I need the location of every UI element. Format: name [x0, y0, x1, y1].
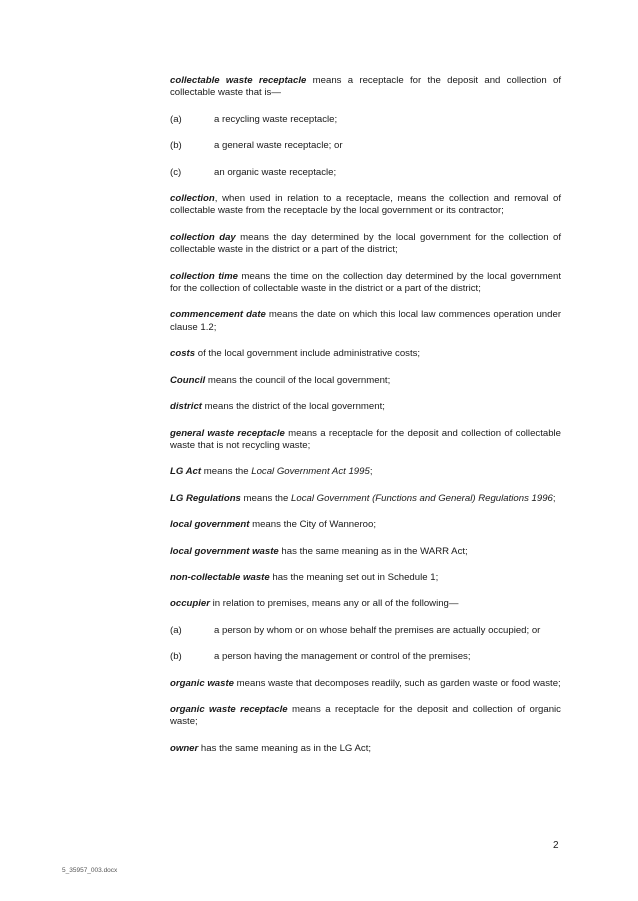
definition-text: has the same meaning as in the LG Act; [198, 742, 372, 754]
item-label: (a) [170, 624, 182, 636]
definition-text: means the day determined by the local government for the collection of collectable waste in the district or a part of the district; [170, 231, 561, 256]
cited-act: Local Government (Functions and General) Regulations 1996 [291, 492, 553, 504]
definition-paragraph [170, 375, 561, 387]
definition-text: means the time on the collection day determined by the local government for the collection of collectable waste in the district or a part of the district; [170, 270, 562, 295]
defined-term: collection day [170, 231, 236, 243]
defined-term: occupier [170, 598, 210, 610]
defined-term: general waste receptacle [170, 427, 285, 439]
cited-act: Local Government Act 1995 [251, 466, 370, 478]
definition-paragraph [170, 704, 561, 729]
definition-paragraph [170, 493, 561, 505]
defined-term: LG Regulations [170, 492, 241, 504]
defined-term: non-collectable waste [170, 571, 270, 583]
page-number: 2 [553, 840, 559, 851]
defined-term: commencement date [170, 309, 266, 321]
definition-text: has the same meaning as in the WARR Act; [278, 545, 468, 557]
defined-term: collection [170, 193, 215, 205]
definition-paragraph [170, 232, 561, 257]
item-text: a person by whom or on whose behalf the premises are actually occupied; or [214, 624, 541, 636]
definition-paragraph [170, 743, 561, 755]
definition-text: means the district of the local government; [202, 401, 385, 413]
definition-paragraph [170, 193, 561, 218]
defined-term: district [170, 401, 202, 413]
list-item [170, 625, 561, 637]
definition-paragraph [170, 309, 561, 334]
definition-paragraph [170, 75, 561, 100]
defined-term: organic waste [170, 677, 234, 689]
defined-term: collection time [170, 270, 238, 282]
definition-text: means a receptacle for the deposit and collection of collectable waste that is not recycling waste; [170, 427, 562, 451]
defined-term: organic waste receptacle [170, 703, 288, 715]
definition-paragraph [170, 466, 561, 478]
definition-paragraph [170, 519, 561, 531]
definition-paragraph [170, 678, 561, 690]
defined-term: Council [170, 374, 206, 386]
definition-text: means the [240, 492, 292, 504]
definition-paragraph [170, 598, 561, 610]
definition-text: of the local government include administrative costs; [195, 348, 421, 360]
definition-paragraph [170, 401, 561, 413]
definition-paragraph [170, 546, 561, 558]
list-item [170, 651, 561, 663]
definition-paragraph [170, 271, 561, 296]
defined-term: owner [170, 742, 199, 754]
item-text: a recycling waste receptacle; [214, 113, 338, 125]
defined-term: collectable waste receptacle [170, 75, 307, 86]
item-label: (c) [170, 166, 182, 178]
definition-text: means the City of Wanneroo; [249, 519, 376, 531]
definition-text: means a receptacle for the deposit and collection of organic waste; [170, 703, 561, 728]
definition-text-end: ; [369, 466, 373, 478]
item-text: an organic waste receptacle; [214, 166, 337, 178]
definition-text: , when used in relation to a receptacle, means the collection and removal of collectable waste from the receptacle by the local government or its contractor; [170, 193, 561, 217]
item-label: (a) [170, 113, 182, 125]
defined-term: LG Act [170, 466, 202, 478]
defined-term: costs [170, 348, 196, 360]
item-label: (b) [170, 140, 182, 152]
item-text: a general waste receptacle; or [214, 140, 343, 152]
definition-text-end: ; [552, 492, 556, 504]
definition-paragraph [170, 572, 561, 584]
defined-term: local government waste [170, 545, 279, 557]
definition-text: means a receptacle for the deposit and collection of collectable waste that is— [170, 75, 561, 99]
list-item [170, 167, 561, 179]
definition-text: in relation to premises, means any or all of the following— [210, 598, 459, 610]
defined-term: local government [170, 519, 250, 531]
list-item [170, 140, 561, 152]
definition-text: has the meaning set out in Schedule 1; [269, 571, 439, 583]
item-label: (b) [170, 651, 182, 663]
definition-text: means the council of the local government; [205, 374, 391, 386]
document-reference: 5_35957_003.docx [62, 867, 118, 874]
definition-text: means waste that decomposes readily, such as garden waste or food waste; [233, 677, 561, 689]
item-text: a person having the management or control of the premises; [214, 651, 471, 663]
definition-paragraph [170, 428, 561, 453]
definition-text: means the date on which this local law commences operation under clause 1.2; [170, 309, 562, 333]
definitions-list [170, 75, 561, 769]
definition-paragraph [170, 348, 561, 360]
list-item [170, 114, 561, 126]
definition-text: means the [201, 466, 252, 478]
